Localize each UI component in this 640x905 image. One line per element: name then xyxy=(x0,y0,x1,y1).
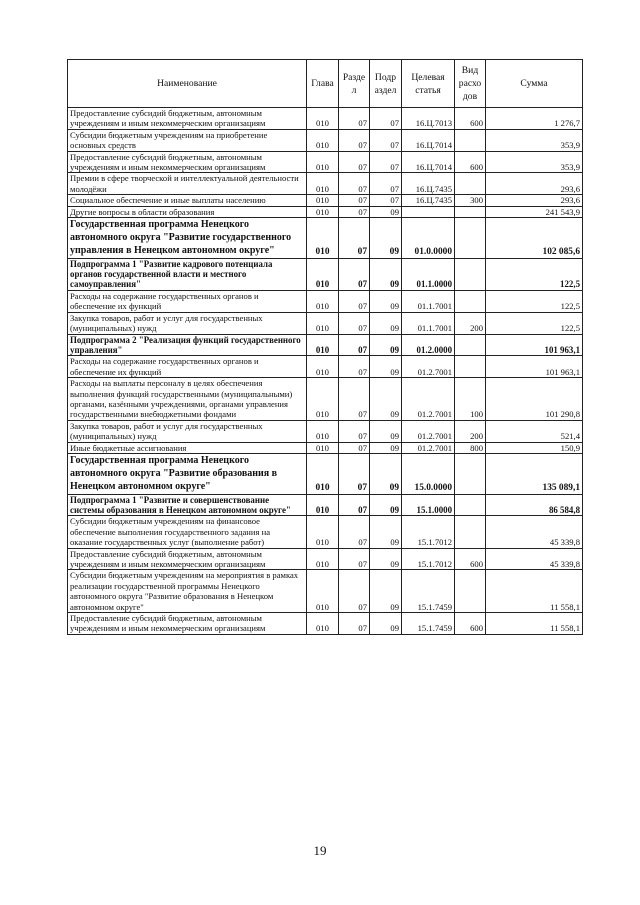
cell-razdel: 07 xyxy=(339,494,370,516)
cell-razdel: 07 xyxy=(339,173,370,195)
cell-name: Расходы на выплаты персоналу в целях обеспечения выполнения функций государственными (муниципальными) органами, казёнными учреждениями, органами управления государственными внебюджетными фондами xyxy=(68,378,307,421)
cell-name: Расходы на содержание государственных органов и обеспечение их функций xyxy=(68,356,307,378)
cell-sum: 122,5 xyxy=(486,258,583,290)
cell-glava: 010 xyxy=(307,420,339,442)
cell-target-article: 15.1.7012 xyxy=(402,516,455,548)
cell-expense-type xyxy=(455,570,486,613)
cell-target-article: 16.Ц.7013 xyxy=(402,108,455,130)
cell-glava: 010 xyxy=(307,356,339,378)
table-row xyxy=(68,494,583,516)
table-row xyxy=(68,195,583,206)
cell-sum: 11 558,1 xyxy=(486,570,583,613)
cell-target-article: 15.1.7459 xyxy=(402,613,455,635)
cell-razdel: 07 xyxy=(339,570,370,613)
cell-expense-type xyxy=(455,290,486,312)
cell-name: Закупка товаров, работ и услуг для государственных (муниципальных) нужд xyxy=(68,420,307,442)
cell-razdel: 07 xyxy=(339,258,370,290)
cell-target-article: 01.2.7001 xyxy=(402,378,455,421)
cell-sum: 293,6 xyxy=(486,195,583,206)
cell-razdel: 07 xyxy=(339,442,370,453)
cell-sum: 101 290,8 xyxy=(486,378,583,421)
cell-glava: 010 xyxy=(307,378,339,421)
cell-target-article: 16.Ц.7014 xyxy=(402,151,455,173)
cell-glava: 010 xyxy=(307,312,339,334)
cell-glava: 010 xyxy=(307,334,339,356)
cell-name: Премии в сфере творческой и интеллектуальной деятельности молодёжи xyxy=(68,173,307,195)
cell-glava: 010 xyxy=(307,206,339,217)
cell-expense-type: 200 xyxy=(455,312,486,334)
cell-sum: 122,5 xyxy=(486,290,583,312)
table-row xyxy=(68,151,583,173)
cell-target-article: 01.2.7001 xyxy=(402,356,455,378)
cell-podrazdel: 09 xyxy=(370,290,402,312)
table-row xyxy=(68,356,583,378)
cell-name: Предоставление субсидий бюджетным, автономным учреждениям и иным некоммерческим организациям xyxy=(68,548,307,570)
cell-name: Подпрограмма 2 "Реализация функций государственного управления" xyxy=(68,334,307,356)
table-row xyxy=(68,206,583,217)
cell-expense-type xyxy=(455,494,486,516)
cell-expense-type xyxy=(455,334,486,356)
cell-expense-type: 600 xyxy=(455,108,486,130)
table-row xyxy=(68,378,583,421)
table-row xyxy=(68,312,583,334)
table-row xyxy=(68,548,583,570)
cell-name: Предоставление субсидий бюджетным, автономным учреждениям и иным некоммерческим организациям xyxy=(68,108,307,130)
cell-sum: 353,9 xyxy=(486,151,583,173)
cell-glava: 010 xyxy=(307,548,339,570)
cell-target-article: 01.2.7001 xyxy=(402,442,455,453)
table-row xyxy=(68,420,583,442)
cell-name: Государственная программа Ненецкого автономного округа "Развитие государственного управления в Ненецком автономном округе" xyxy=(68,218,307,259)
cell-sum: 86 584,8 xyxy=(486,494,583,516)
header-target-article: Целевая статья xyxy=(402,60,455,108)
cell-razdel: 07 xyxy=(339,334,370,356)
table-row xyxy=(68,173,583,195)
cell-razdel: 07 xyxy=(339,516,370,548)
cell-podrazdel: 09 xyxy=(370,356,402,378)
cell-podrazdel: 07 xyxy=(370,129,402,151)
cell-razdel: 07 xyxy=(339,218,370,259)
cell-podrazdel: 09 xyxy=(370,548,402,570)
cell-podrazdel: 09 xyxy=(370,378,402,421)
cell-expense-type: 800 xyxy=(455,442,486,453)
cell-razdel: 07 xyxy=(339,356,370,378)
cell-sum: 241 543,9 xyxy=(486,206,583,217)
cell-name: Предоставление субсидий бюджетным, автономным учреждениям и иным некоммерческим организациям xyxy=(68,151,307,173)
cell-sum: 150,9 xyxy=(486,442,583,453)
cell-glava: 010 xyxy=(307,129,339,151)
cell-expense-type: 100 xyxy=(455,378,486,421)
cell-expense-type: 200 xyxy=(455,420,486,442)
cell-sum: 135 089,1 xyxy=(486,453,583,494)
cell-expense-type: 600 xyxy=(455,151,486,173)
cell-name: Другие вопросы в области образования xyxy=(68,206,307,217)
cell-target-article: 16.Ц.7014 xyxy=(402,129,455,151)
cell-razdel: 07 xyxy=(339,548,370,570)
table-row xyxy=(68,570,583,613)
cell-razdel: 07 xyxy=(339,378,370,421)
cell-name: Закупка товаров, работ и услуг для государственных (муниципальных) нужд xyxy=(68,312,307,334)
cell-expense-type xyxy=(455,129,486,151)
cell-razdel: 07 xyxy=(339,453,370,494)
cell-name: Иные бюджетные ассигнования xyxy=(68,442,307,453)
table-row xyxy=(68,129,583,151)
cell-sum: 11 558,1 xyxy=(486,613,583,635)
cell-glava: 010 xyxy=(307,613,339,635)
cell-target-article xyxy=(402,206,455,217)
cell-razdel: 07 xyxy=(339,151,370,173)
header-glava: Глава xyxy=(307,60,339,108)
cell-target-article: 16.Ц.7435 xyxy=(402,195,455,206)
cell-podrazdel: 09 xyxy=(370,258,402,290)
cell-razdel: 07 xyxy=(339,206,370,217)
cell-glava: 010 xyxy=(307,108,339,130)
cell-podrazdel: 09 xyxy=(370,206,402,217)
cell-sum: 101 963,1 xyxy=(486,334,583,356)
cell-glava: 010 xyxy=(307,570,339,613)
cell-podrazdel: 09 xyxy=(370,613,402,635)
cell-sum: 45 339,8 xyxy=(486,516,583,548)
cell-target-article: 15.1.7012 xyxy=(402,548,455,570)
header-razdel: Разде л xyxy=(339,60,370,108)
table-row xyxy=(68,290,583,312)
cell-razdel: 07 xyxy=(339,108,370,130)
cell-sum: 293,6 xyxy=(486,173,583,195)
cell-sum: 45 339,8 xyxy=(486,548,583,570)
cell-target-article: 01.1.0000 xyxy=(402,258,455,290)
cell-name: Социальное обеспечение и иные выплаты населению xyxy=(68,195,307,206)
cell-expense-type xyxy=(455,206,486,217)
cell-expense-type xyxy=(455,218,486,259)
cell-expense-type: 600 xyxy=(455,613,486,635)
header-podrazdel: Подр аздел xyxy=(370,60,402,108)
cell-expense-type: 600 xyxy=(455,548,486,570)
cell-glava: 010 xyxy=(307,442,339,453)
cell-glava: 010 xyxy=(307,218,339,259)
cell-name: Субсидии бюджетным учреждениям на финансовое обеспечение выполнения государственного задания на оказание государственных услуг (выполнение работ) xyxy=(68,516,307,548)
cell-target-article: 01.1.7001 xyxy=(402,312,455,334)
cell-podrazdel: 07 xyxy=(370,195,402,206)
header-name: Наименование xyxy=(68,60,307,108)
cell-target-article: 15.1.0000 xyxy=(402,494,455,516)
cell-expense-type xyxy=(455,356,486,378)
cell-glava: 010 xyxy=(307,258,339,290)
cell-podrazdel: 09 xyxy=(370,334,402,356)
table-row xyxy=(68,258,583,290)
cell-glava: 010 xyxy=(307,290,339,312)
table-row xyxy=(68,442,583,453)
cell-razdel: 07 xyxy=(339,312,370,334)
cell-expense-type xyxy=(455,173,486,195)
cell-target-article: 01.0.0000 xyxy=(402,218,455,259)
cell-podrazdel: 07 xyxy=(370,151,402,173)
table-row xyxy=(68,516,583,548)
cell-sum: 122,5 xyxy=(486,312,583,334)
cell-glava: 010 xyxy=(307,453,339,494)
cell-name: Государственная программа Ненецкого автономного округа "Развитие образования в Ненецком автономном округе" xyxy=(68,453,307,494)
cell-target-article: 01.2.0000 xyxy=(402,334,455,356)
cell-podrazdel: 09 xyxy=(370,453,402,494)
cell-target-article: 15.0.0000 xyxy=(402,453,455,494)
cell-podrazdel: 07 xyxy=(370,173,402,195)
cell-podrazdel: 09 xyxy=(370,516,402,548)
cell-sum: 1 276,7 xyxy=(486,108,583,130)
cell-sum: 353,9 xyxy=(486,129,583,151)
cell-podrazdel: 09 xyxy=(370,442,402,453)
cell-podrazdel: 09 xyxy=(370,312,402,334)
table-row xyxy=(68,334,583,356)
cell-podrazdel: 09 xyxy=(370,218,402,259)
budget-table xyxy=(67,59,583,635)
cell-name: Расходы на содержание государственных органов и обеспечение их функций xyxy=(68,290,307,312)
cell-podrazdel: 09 xyxy=(370,494,402,516)
cell-glava: 010 xyxy=(307,195,339,206)
cell-razdel: 07 xyxy=(339,129,370,151)
page-number: 19 xyxy=(313,843,327,858)
cell-razdel: 07 xyxy=(339,290,370,312)
cell-razdel: 07 xyxy=(339,195,370,206)
cell-name: Предоставление субсидий бюджетным, автономным учреждениям и иным некоммерческим организациям xyxy=(68,613,307,635)
table-row xyxy=(68,613,583,635)
cell-target-article: 16.Ц.7435 xyxy=(402,173,455,195)
table-row xyxy=(68,453,583,494)
cell-glava: 010 xyxy=(307,173,339,195)
cell-name: Подпрограмма 1 "Развитие кадрового потенциала органов государственной власти и местного самоуправления" xyxy=(68,258,307,290)
cell-glava: 010 xyxy=(307,151,339,173)
cell-podrazdel: 07 xyxy=(370,108,402,130)
cell-name: Подпрограмма 1 "Развитие и совершенствование системы образования в Ненецком автономном округе" xyxy=(68,494,307,516)
cell-target-article: 01.1.7001 xyxy=(402,290,455,312)
cell-expense-type xyxy=(455,453,486,494)
table-row xyxy=(68,108,583,130)
cell-name: Субсидии бюджетным учреждениям на приобретение основных средств xyxy=(68,129,307,151)
cell-sum: 101 963,1 xyxy=(486,356,583,378)
cell-sum: 102 085,6 xyxy=(486,218,583,259)
header-sum: Сумма xyxy=(486,60,583,108)
cell-glava: 010 xyxy=(307,494,339,516)
cell-target-article: 01.2.7001 xyxy=(402,420,455,442)
cell-name: Субсидии бюджетным учреждениям на мероприятия в рамках реализации государственной программы Ненецкого автономного округа "Развитие образования в Ненецком автономном округе" xyxy=(68,570,307,613)
cell-podrazdel: 09 xyxy=(370,570,402,613)
cell-glava: 010 xyxy=(307,516,339,548)
cell-sum: 521,4 xyxy=(486,420,583,442)
cell-razdel: 07 xyxy=(339,420,370,442)
cell-expense-type: 300 xyxy=(455,195,486,206)
cell-target-article: 15.1.7459 xyxy=(402,570,455,613)
cell-podrazdel: 09 xyxy=(370,420,402,442)
cell-expense-type xyxy=(455,516,486,548)
table-header-row xyxy=(68,60,583,108)
header-expense-type: Вид расхо дов xyxy=(455,60,486,108)
cell-expense-type xyxy=(455,258,486,290)
table-row xyxy=(68,218,583,259)
cell-razdel: 07 xyxy=(339,613,370,635)
